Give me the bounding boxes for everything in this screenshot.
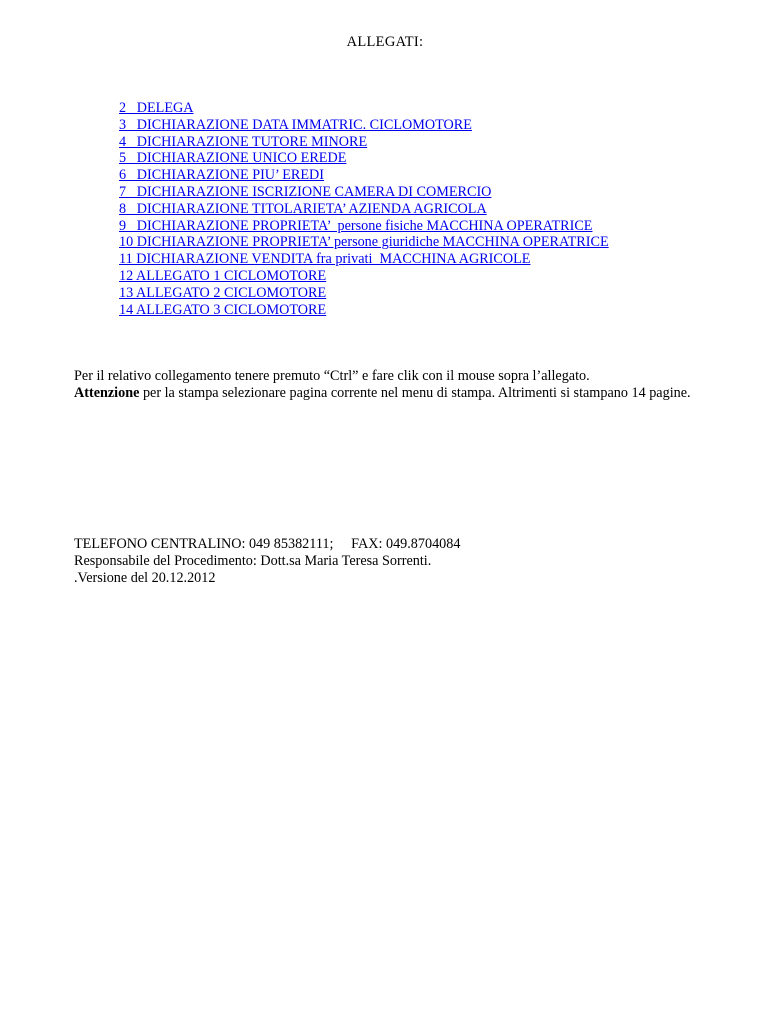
list-item xyxy=(119,234,609,251)
attachment-link-camera-commercio[interactable]: 7 DICHIARAZIONE ISCRIZIONE CAMERA DI COMERCIO xyxy=(119,183,492,200)
list-item xyxy=(119,201,609,218)
attachment-link-persone-fisiche[interactable]: 9 DICHIARAZIONE PROPRIETA’ persone fisiche MACCHINA OPERATRICE xyxy=(119,217,593,234)
list-item xyxy=(119,134,609,151)
list-item xyxy=(119,268,609,285)
contact-footer xyxy=(74,536,460,587)
attachment-link-azienda-agricola[interactable]: 8 DICHIARAZIONE TITOLARIETA’ AZIENDA AGRICOLA xyxy=(119,200,487,217)
list-item xyxy=(119,285,609,302)
attachment-link-persone-giuridiche[interactable]: 10 DICHIARAZIONE PROPRIETA’ persone giuridiche MACCHINA OPERATRICE xyxy=(119,234,609,251)
attachment-link-piu-eredi[interactable]: 6 DICHIARAZIONE PIU’ EREDI xyxy=(119,167,325,184)
attachment-link-tutore-minore[interactable]: 4 DICHIARAZIONE TUTORE MINORE xyxy=(119,133,368,150)
list-item xyxy=(119,251,609,268)
attachment-link-list xyxy=(119,100,609,318)
attachment-link-data-immatric[interactable]: 3 DICHIARAZIONE DATA IMMATRIC. CICLOMOTORE xyxy=(119,116,472,133)
page-title: ALLEGATI: xyxy=(346,34,424,50)
list-item xyxy=(119,184,609,201)
instruction-note xyxy=(74,368,714,402)
responsible-line: Responsabile del Procedimento: Dott.sa Maria Teresa Sorrenti. xyxy=(74,553,432,569)
attachment-link-allegato-2[interactable]: 13 ALLEGATO 2 CICLOMOTORE xyxy=(119,284,327,301)
attachment-link-unico-erede[interactable]: 5 DICHIARAZIONE UNICO EREDE xyxy=(119,150,347,167)
attention-label: Attenzione xyxy=(74,384,140,401)
attachment-link-vendita-privati[interactable]: 11 DICHIARAZIONE VENDITA fra privati MACCHINA AGRICOLE xyxy=(119,251,531,268)
phone-fax-line: TELEFONO CENTRALINO: 049 85382111; FAX: 049.8704084 xyxy=(74,536,461,552)
list-item xyxy=(119,117,609,134)
list-item xyxy=(119,167,609,184)
list-item xyxy=(119,150,609,167)
attachment-link-allegato-1[interactable]: 12 ALLEGATO 1 CICLOMOTORE xyxy=(119,267,327,284)
attention-text: per la stampa selezionare pagina corrente nel menu di stampa. Altrimenti si stampano 14 pagine. xyxy=(139,384,691,401)
list-item xyxy=(119,302,609,319)
attention-paragraph xyxy=(74,385,714,402)
attachment-link-allegato-3[interactable]: 14 ALLEGATO 3 CICLOMOTORE xyxy=(119,301,327,318)
version-line: .Versione del 20.12.2012 xyxy=(74,570,216,586)
list-item xyxy=(119,218,609,235)
instruction-text: Per il relativo collegamento tenere premuto “Ctrl” e fare clik con il mouse sopra l’allegato. xyxy=(74,368,590,384)
attachment-link-delega[interactable]: 2 DELEGA xyxy=(119,100,194,116)
list-item xyxy=(119,100,609,117)
